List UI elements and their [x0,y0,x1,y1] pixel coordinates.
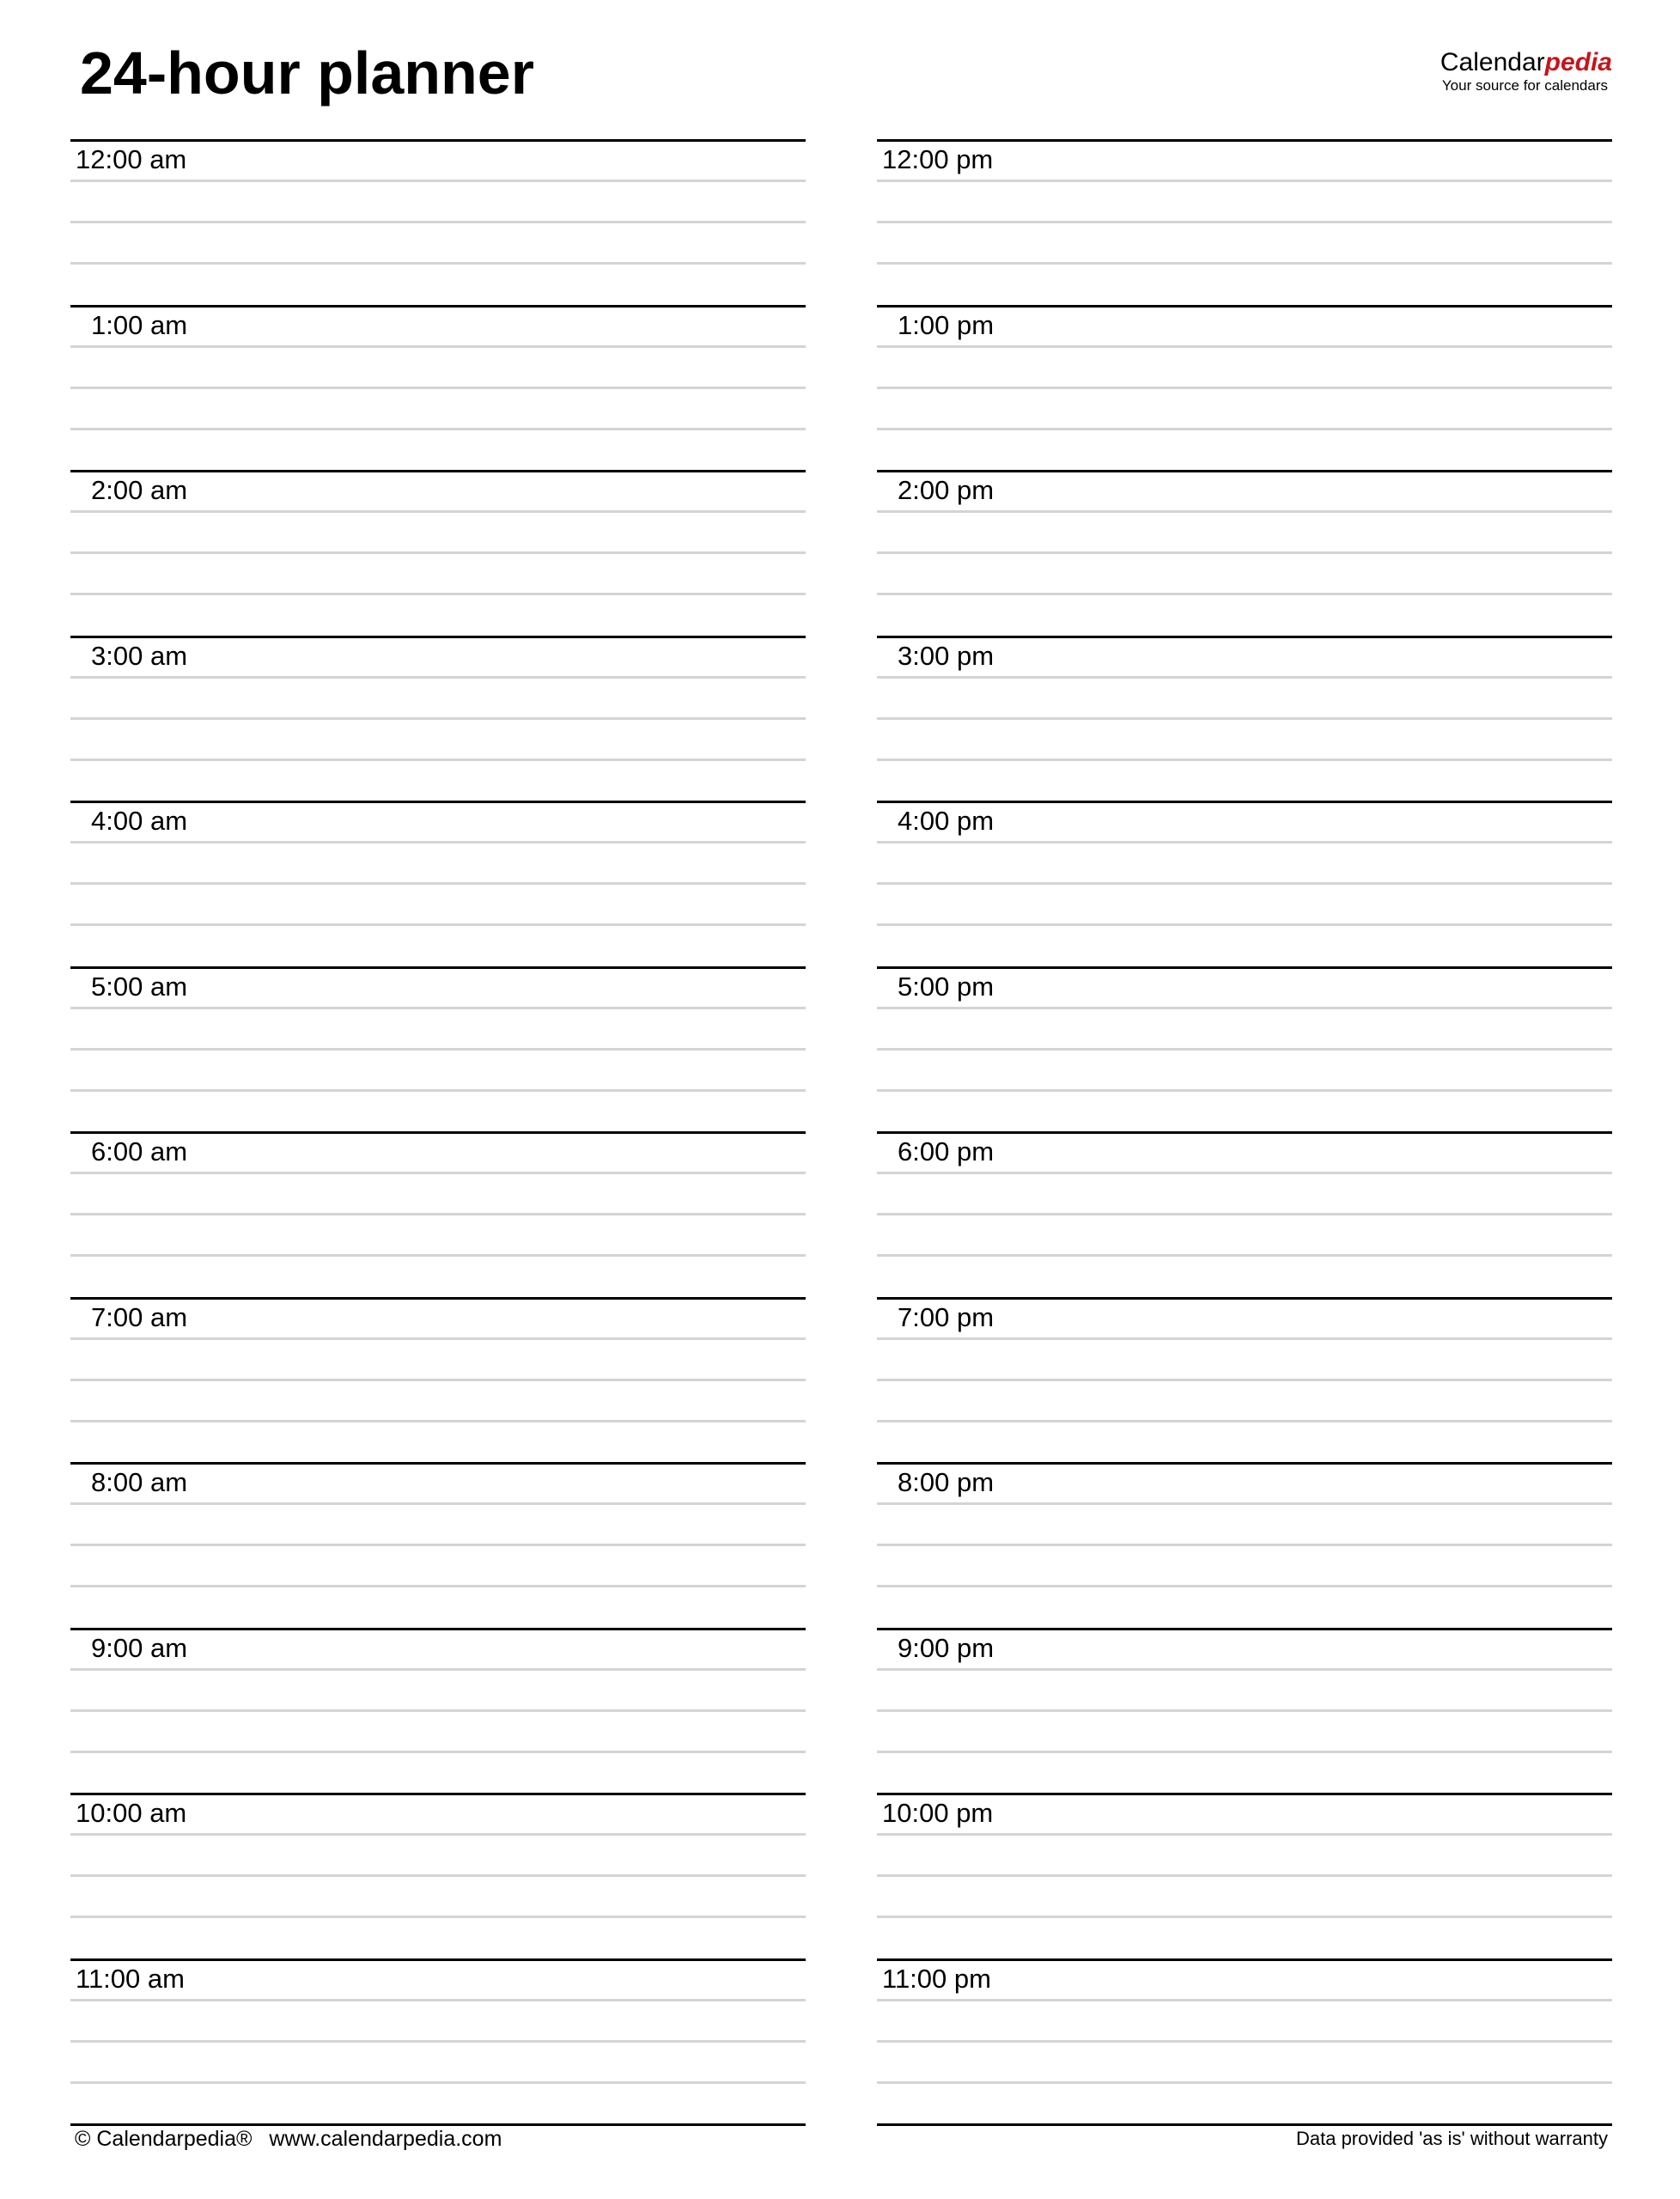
hour-label: 12:00 am [76,144,187,174]
writing-line[interactable] [70,2081,806,2084]
hour-label: 8:00 am [91,1467,188,1497]
hour-slot [877,1793,1612,1958]
hour-label: 5:00 am [91,971,188,1002]
hour-divider [70,470,806,472]
hour-slot [877,139,1612,305]
hour-divider [70,1793,806,1795]
hour-divider [877,801,1612,803]
writing-line[interactable] [877,882,1612,885]
writing-line[interactable] [70,510,806,513]
hour-slot [877,1131,1612,1297]
hour-slot [70,966,806,1132]
writing-line[interactable] [70,676,806,679]
writing-line[interactable] [70,1089,806,1092]
writing-line[interactable] [70,2040,806,2043]
hour-label: 4:00 am [91,806,188,836]
hour-label: 2:00 pm [898,475,995,505]
hour-divider [877,305,1612,308]
writing-line[interactable] [70,717,806,720]
footer-disclaimer: Data provided 'as is' without warranty [1295,2128,1608,2149]
footer-copyright: © Calendarpedia® [75,2127,253,2151]
hour-label: 11:00 pm [882,1963,991,1994]
writing-line[interactable] [877,1172,1612,1174]
writing-line[interactable] [70,1585,806,1587]
hour-divider [70,1462,806,1465]
hour-slot [70,1131,806,1297]
hour-slot [70,470,806,636]
hour-divider [70,139,806,142]
writing-line[interactable] [877,1420,1612,1422]
pm-column [877,139,1612,2123]
footer-website-link[interactable]: www.calendarpedia.com [269,2127,502,2151]
writing-line[interactable] [877,1999,1612,2001]
hour-slot [877,1958,1612,2124]
hour-label: 1:00 pm [898,309,995,340]
hour-slot [877,801,1612,966]
hour-divider [877,1628,1612,1630]
writing-line[interactable] [70,1420,806,1422]
hour-divider [70,636,806,638]
hour-label: 6:00 pm [898,1136,995,1167]
hour-label: 7:00 am [91,1301,188,1332]
writing-line[interactable] [877,1751,1612,1753]
writing-line[interactable] [70,758,806,761]
writing-line[interactable] [877,428,1612,430]
hour-label: 3:00 am [91,640,188,671]
hour-slot [70,139,806,305]
writing-line[interactable] [70,1048,806,1051]
writing-line[interactable] [70,1709,806,1712]
writing-line[interactable] [70,1874,806,1877]
writing-line[interactable] [877,180,1612,182]
writing-line[interactable] [877,717,1612,720]
writing-line[interactable] [70,180,806,182]
writing-line[interactable] [70,593,806,595]
writing-line[interactable] [877,262,1612,265]
hour-divider [70,1297,806,1300]
hour-slot [877,1462,1612,1628]
writing-line[interactable] [70,1172,806,1174]
writing-line[interactable] [877,345,1612,348]
hour-label: 3:00 pm [898,640,995,671]
hour-slot [877,1628,1612,1794]
writing-line[interactable] [70,428,806,430]
hour-divider [877,1793,1612,1795]
hour-slot [877,305,1612,471]
writing-line[interactable] [70,262,806,265]
writing-line[interactable] [70,1751,806,1753]
writing-line[interactable] [877,1585,1612,1587]
writing-line[interactable] [877,758,1612,761]
writing-line[interactable] [877,1874,1612,1877]
hour-label: 11:00 am [76,1963,185,1994]
hour-slot [70,305,806,471]
brand-name-plain: Calendar [1440,48,1545,76]
hour-divider [70,801,806,803]
hour-label: 2:00 am [91,475,188,505]
writing-line[interactable] [877,2040,1612,2043]
writing-line[interactable] [877,1048,1612,1051]
hour-label: 10:00 pm [882,1798,994,1828]
writing-line[interactable] [877,1337,1612,1340]
writing-line[interactable] [70,1213,806,1215]
footer-credits [75,2122,502,2156]
hour-label: 6:00 am [91,1136,188,1167]
hour-label: 4:00 pm [898,806,995,836]
writing-line[interactable] [877,593,1612,595]
writing-line[interactable] [877,221,1612,223]
page-title: 24-hour planner [80,40,534,107]
writing-line[interactable] [877,1502,1612,1505]
writing-line[interactable] [877,387,1612,389]
writing-line[interactable] [877,1668,1612,1671]
hour-divider [877,470,1612,472]
writing-line[interactable] [70,923,806,926]
hour-slot [70,801,806,966]
hour-slot [70,1297,806,1463]
brand-name-accent: pedia [1544,48,1612,76]
hour-divider [877,966,1612,969]
writing-line[interactable] [877,1544,1612,1546]
writing-line[interactable] [70,1916,806,1918]
hour-divider [877,139,1612,142]
hour-slot [70,1628,806,1794]
writing-line[interactable] [70,387,806,389]
writing-line[interactable] [877,1833,1612,1836]
hour-divider [877,1297,1612,1300]
writing-line[interactable] [70,882,806,885]
hour-label: 1:00 am [91,309,188,340]
hour-slot [70,636,806,801]
writing-line[interactable] [877,676,1612,679]
writing-line[interactable] [877,510,1612,513]
writing-line[interactable] [877,1709,1612,1712]
hour-label: 8:00 pm [898,1467,995,1497]
writing-line[interactable] [70,1544,806,1546]
hour-label: 5:00 pm [898,971,995,1002]
writing-line[interactable] [70,551,806,554]
writing-line[interactable] [877,1089,1612,1092]
writing-line[interactable] [877,2081,1612,2084]
hour-slot [877,470,1612,636]
hour-label: 7:00 pm [898,1301,995,1332]
writing-line[interactable] [877,1254,1612,1257]
brand-logo [1440,48,1612,94]
hour-slot [877,966,1612,1132]
hour-divider [877,1131,1612,1134]
hour-divider [70,1958,806,1961]
hour-divider [70,1131,806,1134]
writing-line[interactable] [70,345,806,348]
writing-line[interactable] [70,1337,806,1340]
hour-label: 9:00 am [91,1632,188,1663]
hour-slot [70,1958,806,2124]
writing-line[interactable] [877,923,1612,926]
writing-line[interactable] [877,1213,1612,1215]
hour-divider [70,305,806,308]
brand-name [1440,48,1612,77]
writing-line[interactable] [70,1833,806,1836]
hour-slot [877,1297,1612,1463]
writing-line[interactable] [877,841,1612,844]
brand-tagline: Your source for calendars [1441,77,1608,94]
writing-line[interactable] [70,1379,806,1381]
hour-label: 12:00 pm [882,144,994,174]
hour-divider [877,1462,1612,1465]
hour-divider [70,1628,806,1630]
hour-slot [70,1793,806,1958]
writing-line[interactable] [877,1916,1612,1918]
writing-line[interactable] [70,1668,806,1671]
hour-divider [877,1958,1612,1961]
hour-slot [877,636,1612,801]
hour-label: 10:00 am [76,1798,187,1828]
hour-slot [70,1462,806,1628]
writing-line[interactable] [877,1007,1612,1009]
writing-line[interactable] [70,1999,806,2001]
writing-line[interactable] [70,1254,806,1257]
writing-line[interactable] [877,551,1612,554]
writing-line[interactable] [70,221,806,223]
writing-line[interactable] [70,1502,806,1505]
writing-line[interactable] [877,1379,1612,1381]
hour-divider [70,966,806,969]
hour-divider [877,636,1612,638]
writing-line[interactable] [70,841,806,844]
hour-label: 9:00 pm [898,1632,995,1663]
writing-line[interactable] [70,1007,806,1009]
am-column [70,139,806,2123]
